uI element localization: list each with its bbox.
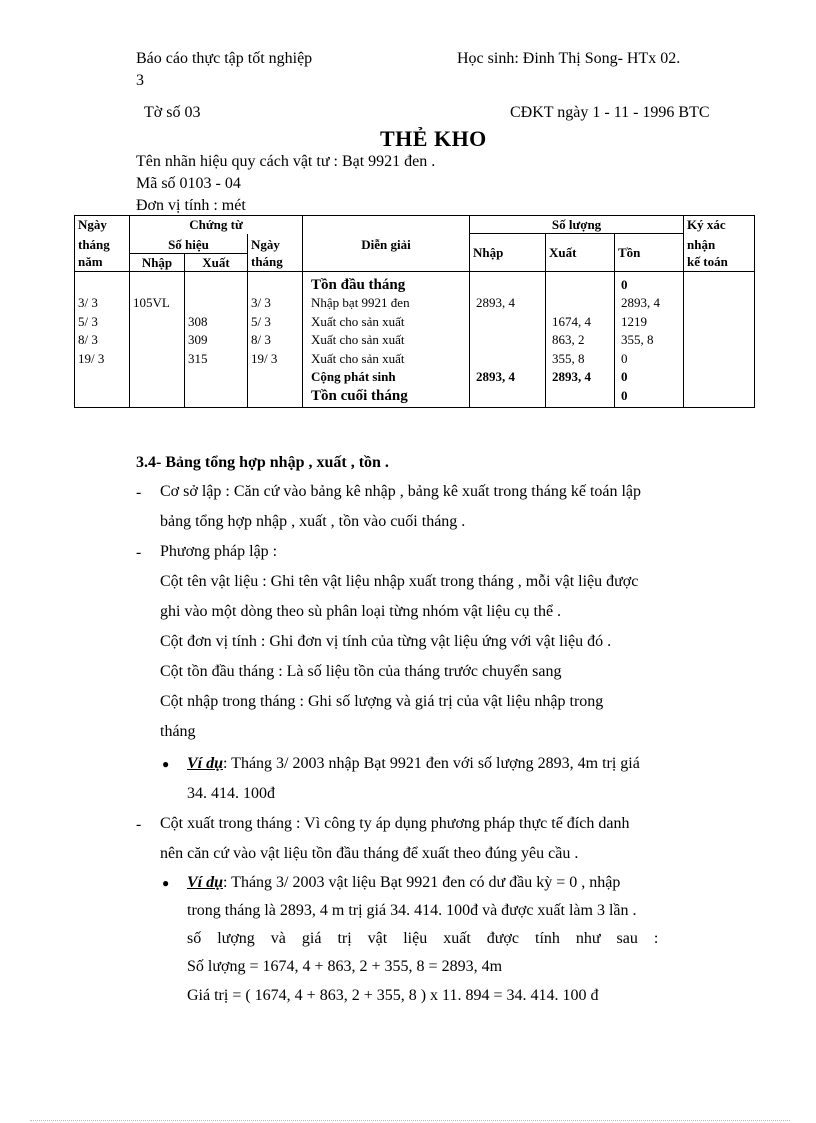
- row-out-no: 315: [188, 350, 208, 366]
- col-opening-line: Cột tồn đầu tháng : Là số liệu tồn của tháng trước chuyển sang: [160, 663, 562, 680]
- th-quantity: Số lượng: [470, 216, 684, 234]
- th-date: Ngày: [75, 216, 130, 234]
- material-code: Mã số 0103 - 04: [136, 175, 241, 192]
- row-vdate: 19/ 3: [251, 350, 278, 366]
- student-name: Học sinh: Đinh Thị Song- HTx 02.: [457, 50, 681, 67]
- opening-label: Tồn đầu tháng: [311, 276, 406, 293]
- example-2-line-3: số lượng và giá trị vật liệu xuất được tính như sau :: [187, 930, 659, 947]
- basis-line-1: Cơ sở lập : Căn cứ vào bảng kê nhập , bảng kê xuất trong tháng kế toán lập: [160, 483, 642, 500]
- table-body: [75, 271, 755, 407]
- th-confirm-2: nhận: [684, 234, 755, 254]
- total-label: Cộng phát sinh: [311, 369, 396, 384]
- th-confirm-3: kế toán: [684, 253, 755, 271]
- row-date: 8/ 3: [78, 332, 98, 347]
- example-2-line-2: trong tháng là 2893, 4 m trị giá 34. 414. 100đ và được xuất làm 3 lần .: [187, 902, 637, 919]
- example-label: Ví dụ: [187, 755, 224, 772]
- stock-card-table: [74, 215, 755, 408]
- dash-bullet: -: [136, 484, 142, 501]
- material-name: Tên nhãn hiệu quy cách vật tư : Bạt 9921 đen .: [136, 153, 436, 170]
- row-vdate: 3/ 3: [251, 295, 271, 310]
- row-qty-in: [476, 313, 542, 332]
- col-name-line-1: Cột tên vật liệu : Ghi tên vật liệu nhập xuất trong tháng , mỗi vật liệu được: [160, 573, 639, 590]
- th-vdate-2: tháng: [248, 253, 303, 271]
- example-2-quantity: Số lượng = 1674, 4 + 863, 2 + 355, 8 = 2893, 4m: [187, 958, 503, 975]
- col-in-line-1: Cột nhập trong tháng : Ghi số lượng và giá trị của vật liệu nhập trong: [160, 693, 604, 710]
- bullet-icon: ●: [162, 876, 170, 890]
- row-desc: Nhập bạt 9921 đen: [311, 295, 410, 310]
- bullet-icon: ●: [162, 757, 170, 771]
- row-in-no: [133, 313, 181, 332]
- row-vdate: 5/ 3: [251, 313, 271, 329]
- example-1-line-1: Ví dụ: Tháng 3/ 2003 nhập Bạt 9921 đen với số lượng 2893, 4m trị giá: [187, 755, 640, 772]
- col-out-line-1: Cột xuất trong tháng : Vì công ty áp dụng phương pháp thực tế đích danh: [160, 815, 630, 832]
- th-vdate: Ngày: [248, 234, 303, 254]
- total-out: 2893, 4: [552, 369, 592, 384]
- method-heading: Phương pháp lập :: [160, 543, 278, 560]
- row-qty-out: [552, 294, 611, 313]
- example-1-line-2: 34. 414. 100đ: [187, 785, 275, 802]
- th-voucher: Chứng từ: [130, 216, 303, 234]
- row-desc: Xuất cho sản xuất: [311, 313, 405, 329]
- row-qty-in: [476, 331, 542, 350]
- row-balance: 2893, 4: [621, 295, 661, 310]
- th-qty-in: Nhập: [470, 234, 546, 272]
- col-in-line-2: tháng: [160, 723, 196, 740]
- row-balance: 355, 8: [621, 332, 654, 347]
- page-number: 3: [136, 72, 144, 89]
- th-voucher-in: Nhập: [130, 253, 185, 271]
- col-out-line-2: nên căn cứ vào vật liệu tồn đầu tháng để xuất theo đúng yêu cầu .: [160, 845, 579, 862]
- opening-balance: 0: [621, 276, 628, 292]
- total-in: 2893, 4: [476, 369, 516, 384]
- row-in-no: [133, 331, 181, 350]
- row-in-no: 105VL: [133, 295, 170, 310]
- unit-of-measure: Đơn vị tính : mét: [136, 197, 246, 214]
- basis-line-2: bảng tổng hợp nhập , xuất , tồn vào cuối tháng .: [160, 513, 466, 530]
- row-in-no: [133, 350, 181, 369]
- row-qty-out: 863, 2: [552, 332, 585, 347]
- total-balance: 0: [621, 369, 628, 384]
- th-voucher-no: Số hiệu: [130, 234, 248, 254]
- header-row-2: [75, 234, 755, 254]
- row-balance: 0: [621, 350, 628, 366]
- row-date: 5/ 3: [78, 313, 98, 329]
- closing-label: Tồn cuối tháng: [311, 387, 408, 404]
- row-date: 19/ 3: [78, 350, 105, 366]
- row-out-no: 309: [188, 332, 208, 347]
- th-date-2: tháng: [75, 234, 130, 254]
- th-date-3: năm: [75, 253, 130, 271]
- row-qty-in: 2893, 4: [476, 295, 516, 310]
- th-description: Diễn giải: [303, 234, 470, 254]
- row-qty-out: 1674, 4: [552, 313, 592, 329]
- row-out-no: [188, 294, 244, 313]
- row-desc: Xuất cho sản xuất: [311, 332, 405, 347]
- dash-bullet: -: [136, 816, 142, 833]
- example-label: Ví dụ: [187, 874, 224, 891]
- dash-bullet: -: [136, 544, 142, 561]
- header-row-1: [75, 216, 755, 234]
- row-qty-out: 355, 8: [552, 350, 585, 366]
- row-vdate: 8/ 3: [251, 332, 271, 347]
- form-number: Tờ số 03: [144, 104, 201, 121]
- report-title: Báo cáo thực tập tốt nghiệp: [136, 50, 313, 67]
- row-balance: 1219: [621, 313, 648, 329]
- th-confirm: Ký xác: [684, 216, 755, 234]
- regulation-ref: CĐKT ngày 1 - 11 - 1996 BTC: [510, 104, 710, 121]
- col-unit-line: Cột đơn vị tính : Ghi đơn vị tính của từng vật liệu ứng với vật liệu đó .: [160, 633, 612, 650]
- section-heading: 3.4- Bảng tổng hợp nhập , xuất , tồn .: [136, 454, 389, 471]
- row-date: 3/ 3: [78, 295, 98, 310]
- page-divider: [30, 1120, 790, 1121]
- col-name-line-2: ghi vào một dòng theo sù phân loại từng nhóm vật liệu cụ thể .: [160, 603, 562, 620]
- card-title: THẺ KHO: [380, 126, 487, 151]
- closing-balance: 0: [621, 387, 628, 403]
- example-2-line-1: Ví dụ: Tháng 3/ 2003 vật liệu Bạt 9921 đen có dư đầu kỳ = 0 , nhập: [187, 874, 621, 891]
- row-desc: Xuất cho sản xuất: [311, 350, 405, 366]
- example-2-value: Giá trị = ( 1674, 4 + 863, 2 + 355, 8 ) x 11. 894 = 34. 414. 100 đ: [187, 987, 599, 1004]
- row-out-no: 308: [188, 313, 208, 329]
- row-qty-in: [476, 350, 542, 369]
- th-voucher-out: Xuất: [185, 253, 248, 271]
- th-qty-out: Xuất: [546, 234, 615, 272]
- th-qty-balance: Tồn: [615, 234, 684, 272]
